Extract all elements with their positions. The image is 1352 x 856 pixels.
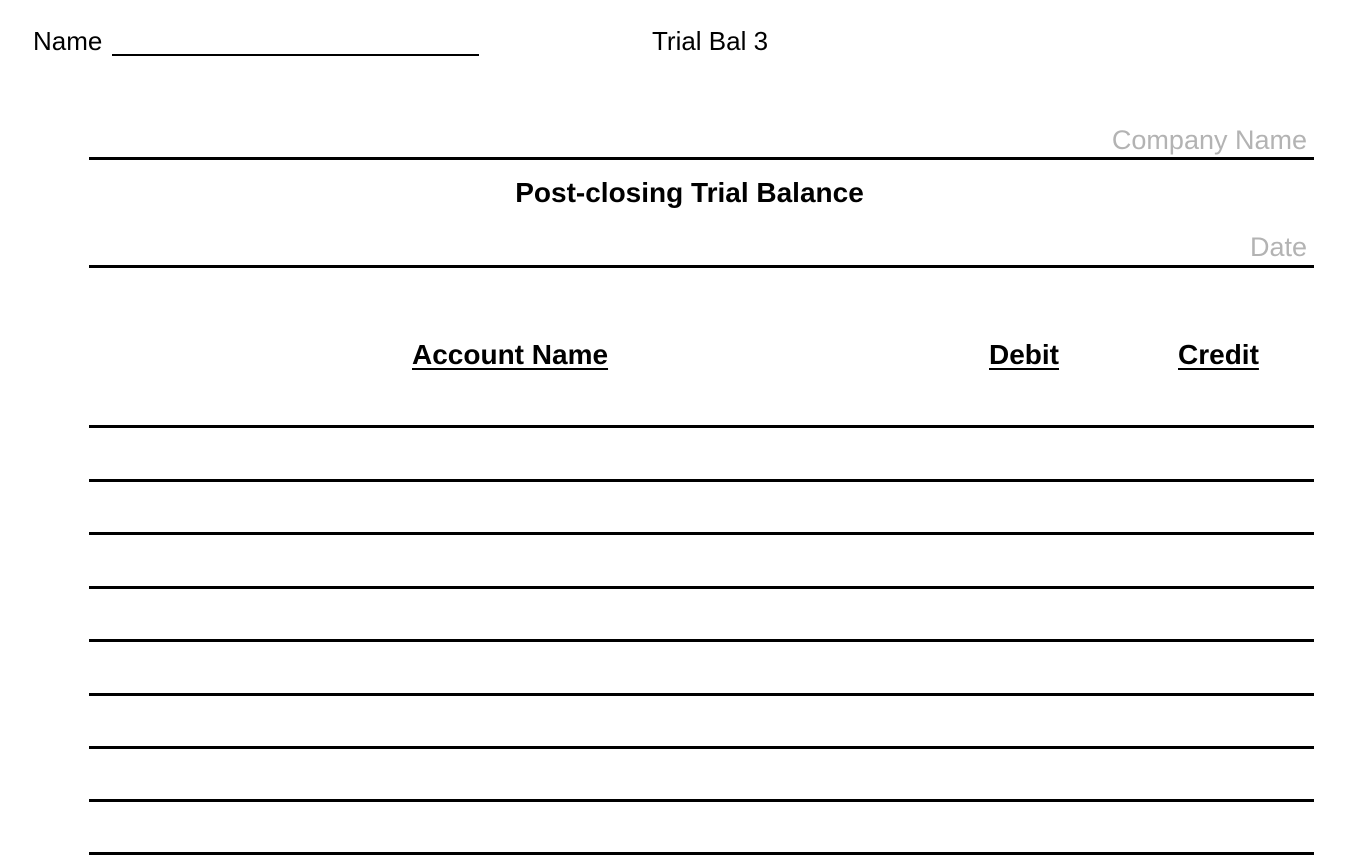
table-row-line	[89, 852, 1314, 855]
name-field-line[interactable]	[112, 54, 479, 56]
column-header-credit: Credit	[1178, 339, 1259, 370]
sheet-title: Trial Bal 3	[652, 26, 769, 56]
report-title-text: Post-closing Trial Balance	[515, 177, 864, 208]
report-title	[89, 175, 1314, 211]
table-row-line	[89, 532, 1314, 535]
column-header-account-name: Account Name	[412, 339, 609, 370]
date-rule	[89, 265, 1314, 268]
company-name-rule	[89, 157, 1314, 160]
name-label: Name	[33, 26, 103, 56]
date-placeholder: Date	[1249, 232, 1307, 262]
company-name-placeholder: Company Name	[1111, 125, 1307, 155]
table-row-line	[89, 586, 1314, 589]
table-row-line	[89, 746, 1314, 749]
table-row-line	[89, 639, 1314, 642]
table-row-line	[89, 799, 1314, 802]
column-header-debit: Debit	[989, 339, 1059, 370]
table-row-line	[89, 693, 1314, 696]
table-row-line	[89, 479, 1314, 482]
table-row-line	[89, 425, 1314, 428]
